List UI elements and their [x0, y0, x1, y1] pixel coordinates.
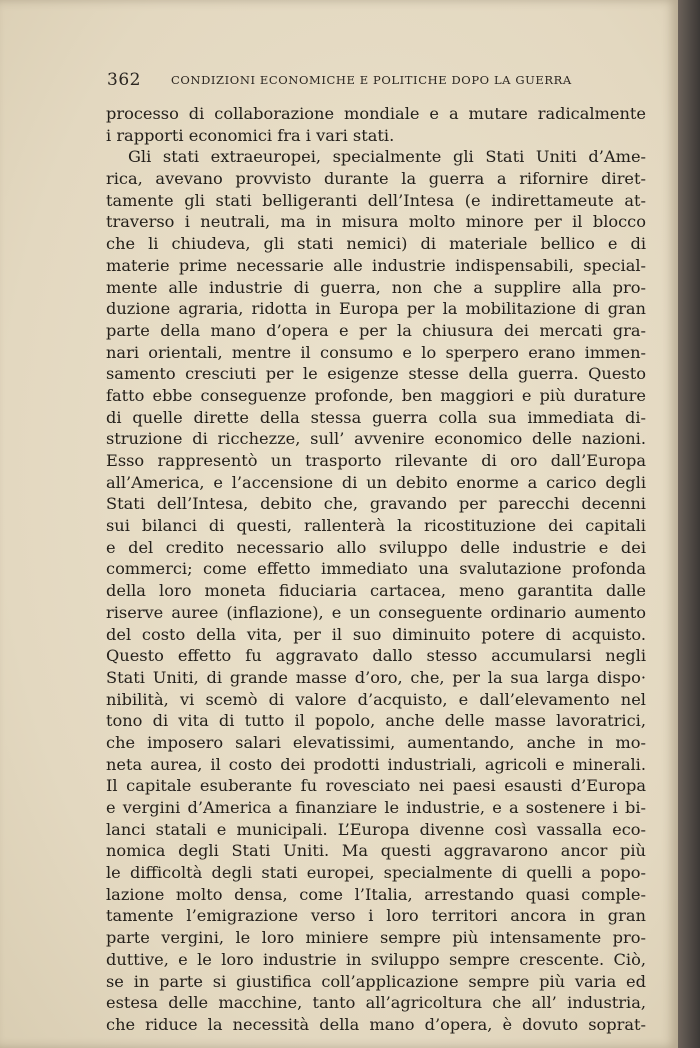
text-line: e vergini d’America a finanziare le industrie, e a sostenere i bi-	[106, 798, 646, 817]
text-line: di quelle dirette della stessa guerra colla sua immediata di-	[106, 407, 646, 427]
text-line: del costo della vita, per il suo diminuito potere di acquisto.	[106, 624, 646, 644]
text-line: Questo effetto fu aggravato dallo stesso accumularsi negli	[106, 646, 646, 666]
text-line: materie prime necessarie alle industrie indispensabili, special-	[106, 255, 646, 275]
text-line: rica, avevano provvisto durante la guerra a rifornire diret-	[106, 169, 646, 189]
text-line: Gli stati extraeuropei, specialmente gli Stati Uniti d’Ame-	[128, 147, 646, 167]
text-line: duttive, e le loro industrie in sviluppo sempre crescente. Ciò,	[106, 949, 646, 969]
text-line: riserve auree (inflazione), e un conseguente ordinario aumento	[106, 602, 646, 622]
text-line: mente alle industrie di guerra, non che a supplire alla pro-	[106, 277, 646, 297]
text-line: lazione molto densa, come l’Italia, arrestando quasi comple-	[106, 884, 646, 904]
text-line: tono di vita di tutto il popolo, anche delle masse lavoratrici,	[106, 711, 646, 731]
text-line: estesa delle macchine, tanto all’agricoltura che all’ industria,	[106, 993, 646, 1013]
text-line: sui bilanci di questi, rallenterà la ricostituzione dei capitali	[106, 516, 646, 536]
text-line: se in parte si giustifica coll’applicazione sempre più varia ed	[106, 971, 646, 991]
text-line: nibilità, vi scemò di valore d’acquisto, e dall’elevamento nel	[106, 689, 646, 709]
text-line: nari orientali, mentre il consumo e lo sperpero erano immen-	[106, 342, 646, 362]
text-line: struzione di ricchezze, sull’ avvenire economico delle nazioni.	[106, 429, 646, 449]
text-line: parte della mano d’opera e per la chiusura dei mercati gra-	[106, 320, 646, 340]
text-line: neta aurea, il costo dei prodotti industriali, agricoli e minerali.	[106, 754, 646, 774]
body-text	[106, 103, 646, 1036]
text-line: traverso i neutrali, ma in misura molto minore per il blocco	[106, 212, 646, 232]
page-header	[107, 70, 647, 94]
text-line: Stati Uniti, di grande masse d’oro, che, per la sua larga dispo·	[106, 667, 646, 687]
text-line: Esso rappresentò un trasporto rilevante di oro dall’Europa	[106, 451, 646, 470]
text-line: che li chiudeva, gli stati nemici) di materiale bellico e di	[106, 234, 646, 254]
text-line: che riduce la necessità della mano d’opera, è dovuto soprat-	[106, 1014, 646, 1034]
text-line: parte vergini, le loro miniere sempre più intensamente pro-	[106, 928, 646, 948]
text-line: tamente gli stati belligeranti dell’Intesa (e indirettameute at-	[106, 190, 646, 210]
text-line: lanci statali e municipali. L’Europa divenne così vassalla eco-	[106, 819, 646, 839]
text-line: nomica degli Stati Uniti. Ma questi aggravarono ancor più	[106, 841, 646, 861]
text-line: fatto ebbe conseguenze profonde, ben maggiori e più durature	[106, 385, 646, 405]
text-line: le difficoltà degli stati europei, specialmente di quelli a popo-	[106, 863, 646, 883]
text-line: samento cresciuti per le esigenze stesse della guerra. Questo	[106, 364, 646, 384]
text-line: duzione agraria, ridotta in Europa per la mobilitazione di gran	[106, 299, 646, 319]
text-line: della loro moneta fiduciaria cartacea, meno garantita dalle	[106, 581, 646, 601]
text-line: processo di collaborazione mondiale e a mutare radicalmente	[106, 104, 646, 123]
text-line: che imposero salari elevatissimi, aumentando, anche in mo-	[106, 732, 646, 752]
running-head: CONDIZIONI ECONOMICHE E POLITICHE DOPO LA GUERRA	[171, 73, 572, 87]
page-edge	[678, 0, 700, 1048]
page-number: 362	[107, 70, 141, 90]
text-line: all’America, e l’accensione di un debito enorme a carico degli	[106, 472, 646, 492]
text-line: e del credito necessario allo sviluppo delle industrie e dei	[106, 537, 646, 557]
text-line: Il capitale esuberante fu rovesciato nei paesi esausti d’Europa	[106, 776, 646, 796]
text-line: Stati dell’Intesa, debito che, gravando per parecchi decenni	[106, 494, 646, 514]
text-line: commerci; come effetto immediato una svalutazione profonda	[106, 559, 646, 579]
text-line: tamente l’emigrazione verso i loro territori ancora in gran	[106, 906, 646, 926]
text-line: i rapporti economici fra i vari stati.	[106, 125, 395, 145]
